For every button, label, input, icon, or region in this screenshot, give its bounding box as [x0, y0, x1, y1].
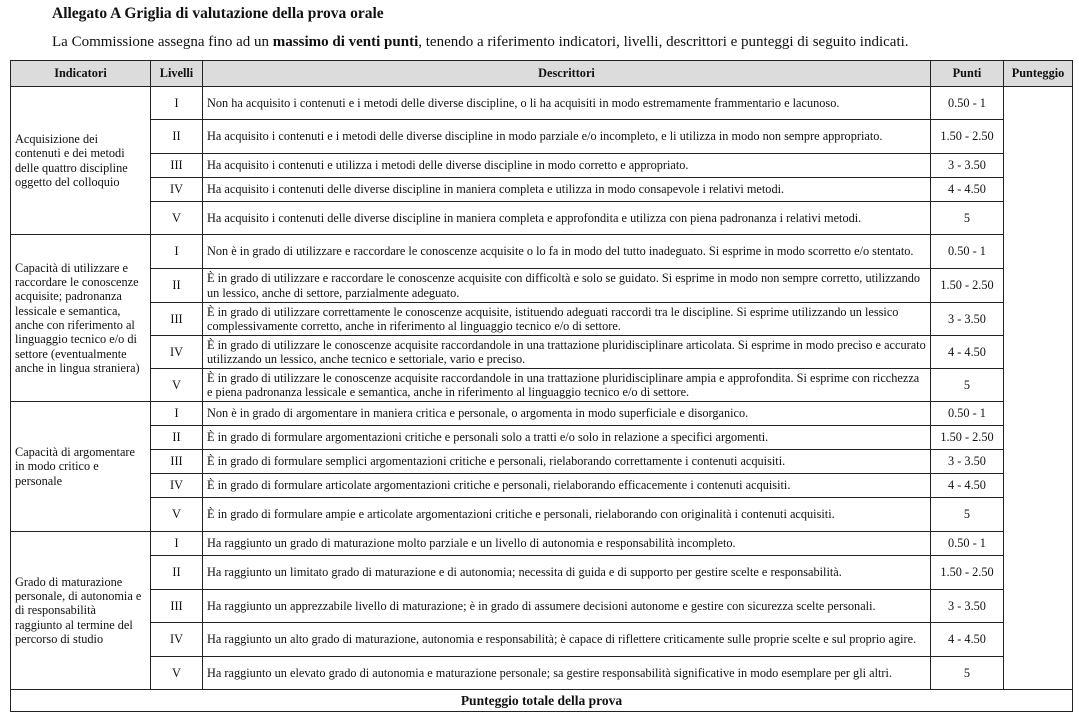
table-row	[11, 556, 1073, 590]
table-row	[11, 303, 1073, 336]
descriptor-cell: È in grado di formulare argomentazioni critiche e personali solo a tratti e/o solo in relazione a specifici argomenti.	[203, 426, 931, 450]
indicator-cell: Acquisizione dei contenuti e dei metodi delle quattro discipline oggetto del colloquio	[11, 87, 151, 235]
points-cell: 4 - 4.50	[931, 178, 1004, 202]
header-punti: Punti	[931, 61, 1004, 87]
table-row	[11, 623, 1073, 657]
points-cell: 3 - 3.50	[931, 450, 1004, 474]
level-cell: III	[151, 154, 203, 178]
points-cell: 4 - 4.50	[931, 336, 1004, 369]
level-cell: I	[151, 235, 203, 269]
descriptor-cell: È in grado di formulare articolate argomentazioni critiche e personali, rielaborando efficacemente i contenuti acquisiti.	[203, 474, 931, 498]
descriptor-cell: È in grado di utilizzare le conoscenze acquisite raccordandole in una trattazione pluridisciplinare articolata. Si esprime in modo preciso e accurato utilizzando un lessico, anche tecnico e settoriale, vario e preciso.	[203, 336, 931, 369]
table-row	[11, 154, 1073, 178]
points-cell: 5	[931, 657, 1004, 690]
indicator-cell: Capacità di argomentare in modo critico e personale	[11, 402, 151, 532]
points-cell: 0.50 - 1	[931, 532, 1004, 556]
points-cell: 0.50 - 1	[931, 235, 1004, 269]
table-row	[11, 498, 1073, 532]
descriptor-cell: Ha acquisito i contenuti e i metodi delle diverse discipline in modo parziale e/o incompleto, e li utilizza in modo non sempre appropriato.	[203, 120, 931, 154]
table-row	[11, 590, 1073, 623]
descriptor-cell: Ha raggiunto un elevato grado di autonomia e maturazione personale; sa gestire responsabilità significative in modo esemplare per gli altri.	[203, 657, 931, 690]
indicator-cell: Capacità di utilizzare e raccordare le conoscenze acquisite; padronanza lessicale e semantica, anche con riferimento al linguaggio tecnico e/o di settore (eventualmente anche in lingua straniera)	[11, 235, 151, 402]
document-subtitle	[52, 34, 909, 51]
descriptor-cell: Non è in grado di argomentare in maniera critica e personale, o argomenta in modo superficiale e disorganico.	[203, 402, 931, 426]
descriptor-cell: Non è in grado di utilizzare e raccordare le conoscenze acquisite o lo fa in modo del tutto inadeguato. Si esprime in modo scorretto e/o stentato.	[203, 235, 931, 269]
document-title: Allegato A Griglia di valutazione della prova orale	[52, 5, 384, 22]
level-cell: III	[151, 450, 203, 474]
points-cell: 5	[931, 369, 1004, 402]
points-cell: 5	[931, 498, 1004, 532]
table-row	[11, 269, 1073, 303]
level-cell: III	[151, 590, 203, 623]
descriptor-cell: È in grado di utilizzare e raccordare le conoscenze acquisite con difficoltà e solo se guidato. Si esprime in modo non sempre corretto, utilizzando un lessico, anche di settore, parzialmente adeguato.	[203, 269, 931, 303]
table-row	[11, 120, 1073, 154]
level-cell: I	[151, 532, 203, 556]
points-cell: 1.50 - 2.50	[931, 426, 1004, 450]
points-cell: 4 - 4.50	[931, 623, 1004, 657]
descriptor-cell: È in grado di formulare ampie e articolate argomentazioni critiche e personali, rielaborando con originalità i contenuti acquisiti.	[203, 498, 931, 532]
descriptor-cell: Ha raggiunto un limitato grado di maturazione e di autonomia; necessita di guida e di supporto per gestire scelte e responsabilità.	[203, 556, 931, 590]
header-livelli: Livelli	[151, 61, 203, 87]
total-row	[11, 690, 1073, 712]
level-cell: I	[151, 402, 203, 426]
level-cell: II	[151, 556, 203, 590]
points-cell: 1.50 - 2.50	[931, 120, 1004, 154]
table-row	[11, 426, 1073, 450]
descriptor-cell: Ha raggiunto un apprezzabile livello di maturazione; è in grado di assumere decisioni autonome e gestire con sicurezza scelte personali.	[203, 590, 931, 623]
header-descrittori: Descrittori	[203, 61, 931, 87]
subtitle-text-start: La Commissione assegna fino ad un	[52, 34, 273, 50]
header-indicatori: Indicatori	[11, 61, 151, 87]
level-cell: IV	[151, 474, 203, 498]
descriptor-cell: Ha acquisito i contenuti delle diverse discipline in maniera completa e utilizza in modo consapevole i relativi metodi.	[203, 178, 931, 202]
points-cell: 0.50 - 1	[931, 87, 1004, 120]
level-cell: V	[151, 369, 203, 402]
descriptor-cell: Ha acquisito i contenuti e utilizza i metodi delle diverse discipline in modo corretto e appropriato.	[203, 154, 931, 178]
level-cell: III	[151, 303, 203, 336]
table-row	[11, 402, 1073, 426]
descriptor-cell: Ha raggiunto un grado di maturazione molto parziale e un livello di autonomia e responsabilità incompleto.	[203, 532, 931, 556]
points-cell: 5	[931, 202, 1004, 235]
level-cell: II	[151, 426, 203, 450]
subtitle-bold-text: massimo di venti punti	[272, 34, 419, 50]
level-cell: V	[151, 202, 203, 235]
descriptor-cell: È in grado di utilizzare le conoscenze acquisite raccordandole in una trattazione pluridisciplinare ampia e approfondita. Si esprime con ricchezza e piena padronanza lessicale e semantica, anche in riferimento al linguaggio tecnico e/o di settore.	[203, 369, 931, 402]
table-row	[11, 474, 1073, 498]
table-row	[11, 532, 1073, 556]
points-cell: 3 - 3.50	[931, 590, 1004, 623]
descriptor-cell: È in grado di utilizzare correttamente le conoscenze acquisite, istituendo adeguati raccordi tra le discipline. Si esprime utilizzando un lessico complessivamente corretto, anche in riferimento al linguaggio tecnico e/o di settore.	[203, 303, 931, 336]
descriptor-cell: È in grado di formulare semplici argomentazioni critiche e personali, rielaborando correttamente i contenuti acquisiti.	[203, 450, 931, 474]
table-row	[11, 87, 1073, 120]
descriptor-cell: Ha raggiunto un alto grado di maturazione, autonomia e responsabilità; è capace di riflettere criticamente sulle proprie scelte e sul proprio agire.	[203, 623, 931, 657]
score-input-cell[interactable]	[1004, 87, 1073, 690]
level-cell: I	[151, 87, 203, 120]
level-cell: IV	[151, 178, 203, 202]
points-cell: 3 - 3.50	[931, 303, 1004, 336]
table-body	[11, 87, 1073, 712]
points-cell: 1.50 - 2.50	[931, 556, 1004, 590]
header-punteggio: Punteggio	[1004, 61, 1073, 87]
table-row	[11, 657, 1073, 690]
descriptor-cell: Ha acquisito i contenuti delle diverse discipline in maniera completa e approfondita e utilizza con piena padronanza i relativi metodi.	[203, 202, 931, 235]
points-cell: 0.50 - 1	[931, 402, 1004, 426]
level-cell: II	[151, 269, 203, 303]
table-header-row	[11, 61, 1073, 87]
descriptor-cell: Non ha acquisito i contenuti e i metodi delle diverse discipline, o li ha acquisiti in modo estremamente frammentario e lacunoso.	[203, 87, 931, 120]
table-row	[11, 450, 1073, 474]
level-cell: II	[151, 120, 203, 154]
table-row	[11, 235, 1073, 269]
table-row	[11, 369, 1073, 402]
table-row	[11, 336, 1073, 369]
evaluation-grid-table	[10, 60, 1073, 712]
level-cell: IV	[151, 336, 203, 369]
level-cell: V	[151, 657, 203, 690]
table-row	[11, 178, 1073, 202]
points-cell: 3 - 3.50	[931, 154, 1004, 178]
points-cell: 1.50 - 2.50	[931, 269, 1004, 303]
level-cell: V	[151, 498, 203, 532]
subtitle-text-end: , tenendo a riferimento indicatori, livelli, descrittori e punteggi di seguito indicati.	[418, 34, 909, 50]
indicator-cell: Grado di maturazione personale, di autonomia e di responsabilità raggiunto al termine del percorso di studio	[11, 532, 151, 690]
level-cell: IV	[151, 623, 203, 657]
total-label: Punteggio totale della prova	[11, 690, 1073, 712]
table-row	[11, 202, 1073, 235]
points-cell: 4 - 4.50	[931, 474, 1004, 498]
